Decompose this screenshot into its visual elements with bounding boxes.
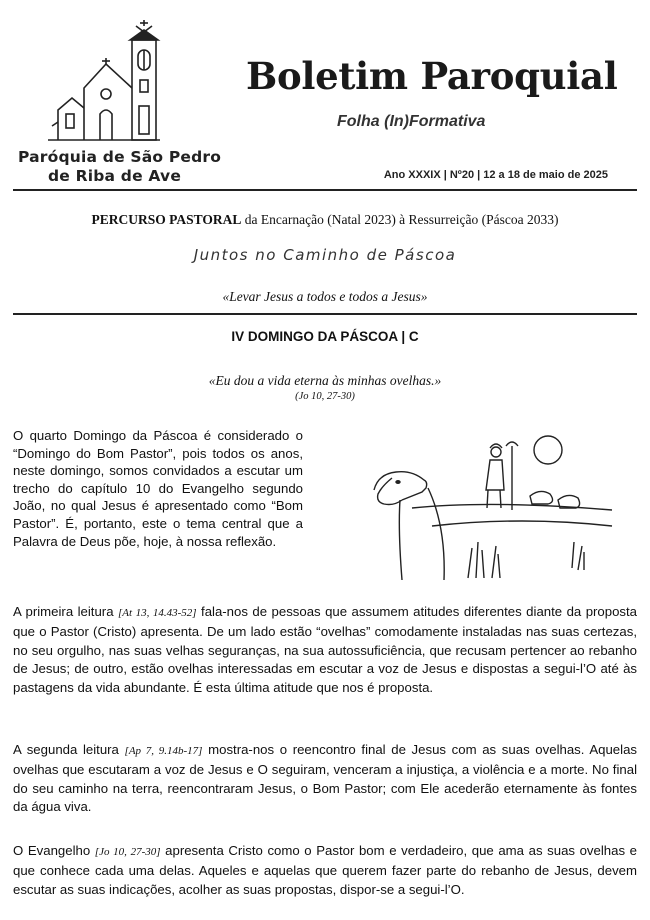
gospel-text: apresenta Cristo como o Pastor bom e verdadeiro, que ama as suas ovelhas e que conhece cada uma delas. Aqueles e aquelas que querem fazer parte do rebanho de Jesus, devem escutar as suas indicações, acolher as suas propostas, dispor-se a segui-l’O.: [13, 843, 637, 897]
pastoral-route-heading: [0, 212, 650, 228]
parish-name-line2: de Riba de Ave: [48, 167, 182, 185]
second-reading-lead: A segunda leitura: [13, 742, 125, 757]
sunday-title: IV DOMINGO DA PÁSCOA | C: [231, 329, 419, 344]
second-reading-paragraph: [13, 741, 637, 817]
pastoral-motto: Juntos no Caminho de Páscoa: [193, 246, 457, 264]
church-logo: [44, 18, 164, 148]
bulletin-title: Boletim Paroquial: [246, 54, 618, 98]
gospel-quote: «Eu dou a vida eterna às minhas ovelhas.»: [208, 373, 442, 388]
gospel-quote-reference: (Jo 10, 27-30): [295, 391, 355, 402]
header-divider: [13, 189, 637, 191]
gospel-paragraph: [13, 842, 637, 899]
first-reading-ref: [At 13, 14.43-52]: [117, 607, 197, 619]
first-reading-paragraph: [13, 603, 637, 698]
first-reading-lead: A primeira leitura: [13, 604, 118, 619]
first-reading-text: fala-nos de pessoas que assumem atitudes diferentes diante da proposta que o Pastor (Cristo) apresenta. De um lado estão “ovelhas” comodamente instaladas nas suas certezas, no seu orgulho, nas suas velhas seguranças, na sua autossuficiência, que recusam pertencer ao rebanho de Jesus; de outro, estão ovelhas interessadas em escutar a voz de Jesus e dispostas a segui-l’O até às pastagens da vida abundante. É esta última atitude que nos é proposta.: [13, 604, 638, 696]
gospel-ref: [Jo 10, 27-30]: [94, 846, 161, 858]
second-reading-text: mostra-nos o reencontro final de Jesus com as suas ovelhas. Aquelas ovelhas que escutaram a voz de Jesus e O seguiram, venceram a injustiça, a violência e a morte. No final do seu caminho na terra, reencontraram Jesus, o Bom Pastor; com Ele acederão eternamente às fontes da água viva.: [13, 742, 638, 815]
bulletin-subtitle: Folha (In)Formativa: [337, 113, 486, 130]
good-shepherd-illustration: [372, 430, 617, 582]
pastoral-route-label: PERCURSO PASTORAL: [91, 212, 242, 227]
issue-info: Ano XXXIX | Nº20 | 12 a 18 de maio de 2025: [383, 169, 608, 181]
pastoral-slogan: «Levar Jesus a todos e todos a Jesus»: [222, 289, 428, 304]
pastoral-route-range: da Encarnação (Natal 2023) à Ressurreição (Páscoa 2033): [241, 212, 559, 227]
gospel-lead: O Evangelho: [13, 843, 95, 858]
intro-paragraph: O quarto Domingo da Páscoa é considerado o “Domingo do Bom Pastor”, pois todos os anos, neste domingo, somos convidados a escutar um trecho do capítulo 10 do Evangelho segundo João, no qual Jesus é apresentado como “Bom Pastor”. É, portanto, este o tema central que a Palavra de Deus põe, hoje, à nossa reflexão.: [13, 428, 303, 549]
parish-name-line1: Paróquia de São Pedro: [18, 148, 222, 166]
section-divider: [13, 313, 637, 315]
second-reading-ref: [Ap 7, 9.14b-17]: [124, 745, 203, 757]
